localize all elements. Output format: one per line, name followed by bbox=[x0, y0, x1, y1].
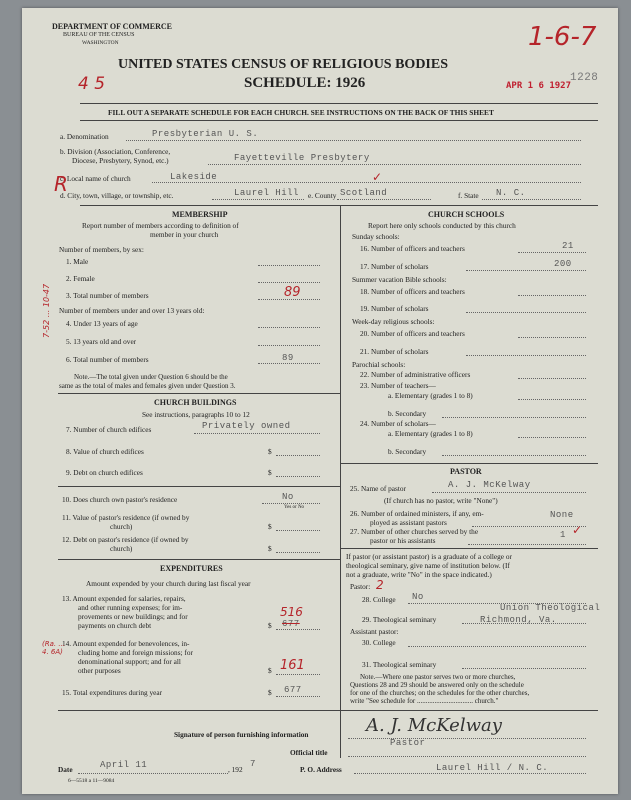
q18-line bbox=[518, 295, 586, 296]
q12-dollar: $ bbox=[268, 544, 272, 553]
official-title-label: Official title bbox=[290, 748, 328, 757]
q15-value[interactable]: 677 bbox=[284, 685, 302, 695]
q24b-line bbox=[442, 455, 586, 456]
q11-dollar: $ bbox=[268, 522, 272, 531]
received-date-stamp: APR 1 6 1927 bbox=[506, 81, 572, 91]
q29-label: 29. Theological seminary bbox=[362, 615, 437, 624]
pastor-subhead: Pastor: bbox=[350, 582, 371, 591]
q15-line bbox=[276, 696, 320, 697]
denomination-value[interactable]: Presbyterian U. S. bbox=[152, 129, 259, 139]
q16-label: 16. Number of officers and teachers bbox=[360, 244, 465, 253]
handwritten-number: 4 5 bbox=[78, 74, 106, 94]
division-label: b. Division (Association, Conference, bbox=[60, 147, 171, 156]
official-title-line bbox=[348, 756, 586, 757]
signature-value[interactable]: A. J. McKelway bbox=[366, 715, 502, 736]
q23-label: 23. Number of teachers— bbox=[360, 381, 436, 390]
department-name: DEPARTMENT OF COMMERCE bbox=[52, 22, 173, 31]
q23b-line bbox=[442, 417, 586, 418]
denomination-label: a. Denomination bbox=[60, 132, 109, 141]
pastor-note: Note.—Where one pastor serves two or more churches, bbox=[360, 673, 516, 681]
q22-label: 22. Number of administrative officers bbox=[360, 370, 471, 379]
q14-label-4: other purposes bbox=[78, 666, 121, 675]
q26-label-2: ployed as assistant pastors bbox=[370, 518, 447, 527]
membership-note: Note.—The total given under Question 6 should be the bbox=[74, 373, 228, 381]
q18-label: 18. Number of officers and teachers bbox=[360, 287, 465, 296]
q8-line bbox=[276, 455, 320, 456]
form-title: UNITED STATES CENSUS OF RELIGIOUS BODIES bbox=[118, 57, 449, 72]
expenditures-margin-note: (Ra. ... 4. 6A) bbox=[42, 640, 66, 656]
q27-label: 27. Number of other churches served by the bbox=[350, 527, 479, 536]
handwritten-code: 1-6-7 bbox=[528, 22, 597, 52]
q2-female-label: 2. Female bbox=[66, 274, 95, 283]
q16-value[interactable]: 21 bbox=[562, 241, 574, 251]
by-sex-label: Number of members, by sex: bbox=[59, 245, 144, 254]
membership-note-2: same as the total of males and females given under Question 3. bbox=[59, 382, 236, 390]
footer-rule bbox=[58, 710, 598, 711]
q12-line bbox=[276, 552, 320, 553]
form-number: 6—5518 a 11—9084 bbox=[68, 778, 115, 784]
q17-line bbox=[466, 270, 586, 271]
q10-label: 10. Does church own pastor's residence bbox=[62, 495, 178, 504]
expenditures-intro: Amount expended by your church during last fiscal year bbox=[86, 579, 251, 588]
county-value[interactable]: Scotland bbox=[340, 188, 388, 198]
q27-label-2: pastor or his assistants bbox=[370, 536, 436, 545]
county-line bbox=[337, 199, 431, 200]
assistant-subhead: Assistant pastor: bbox=[350, 627, 399, 636]
local-name-label: c. Local name of church bbox=[60, 174, 131, 183]
q13-label: 13. Amount expended for salaries, repairs, bbox=[62, 594, 186, 603]
q5-label: 5. 13 years old and over bbox=[66, 337, 137, 346]
q14-dollar: $ bbox=[268, 666, 272, 675]
q13-label-3: provements or new buildings; and for bbox=[78, 612, 188, 621]
q20-line bbox=[518, 337, 586, 338]
header-rule-bottom bbox=[80, 120, 598, 121]
check-mark: ✓ bbox=[372, 170, 383, 184]
q14-label: 14. Amount expended for benevolences, in- bbox=[62, 639, 190, 648]
q13-label-2: and other running expenses; for im- bbox=[78, 603, 183, 612]
q13-label-4: payments on church debt bbox=[78, 621, 152, 630]
sunday-label: Sunday schools: bbox=[352, 232, 400, 241]
q27-value[interactable]: 1 bbox=[560, 530, 566, 540]
pastor-mark: 2 bbox=[376, 578, 384, 592]
weekday-label: Week-day religious schools: bbox=[352, 317, 435, 326]
local-name-value[interactable]: Lakeside bbox=[170, 172, 218, 182]
pastor-note-4: write "See schedule for ................................ church." bbox=[350, 697, 499, 705]
q27-line bbox=[468, 544, 586, 545]
q6-line bbox=[258, 363, 320, 364]
buildings-intro: See instructions, paragraphs 10 to 12 bbox=[142, 410, 250, 419]
q24-label: 24. Number of scholars— bbox=[360, 419, 436, 428]
schools-intro: Report here only schools conducted by this church bbox=[368, 221, 516, 230]
q17-value[interactable]: 200 bbox=[554, 259, 572, 269]
q9-line bbox=[276, 476, 320, 477]
pastor-note-3: for one of the churches; on the schedules for the other churches, bbox=[350, 689, 530, 697]
column-divider bbox=[340, 205, 341, 758]
local-name-line bbox=[152, 182, 581, 183]
grad-instruction-2: theological seminary, give name of institution below. (If bbox=[346, 561, 510, 570]
header-rule-top bbox=[80, 103, 598, 104]
margin-r-mark: R bbox=[54, 172, 68, 196]
q16-line bbox=[518, 252, 586, 253]
q9-dollar: $ bbox=[268, 468, 272, 477]
q7-line bbox=[194, 433, 320, 434]
q6-label: 6. Total number of members bbox=[66, 355, 149, 364]
q24a-line bbox=[518, 437, 586, 438]
year-digit[interactable]: 7 bbox=[250, 759, 256, 769]
q22-line bbox=[518, 378, 586, 379]
q25-label: 25. Name of pastor bbox=[350, 484, 406, 493]
q19-label: 19. Number of scholars bbox=[360, 304, 429, 313]
summer-label: Summer vacation Bible schools: bbox=[352, 275, 447, 284]
date-value[interactable]: April 11 bbox=[100, 760, 148, 770]
q9-label: 9. Debt on church edifices bbox=[66, 468, 143, 477]
serial-number-stamp: 1228 bbox=[570, 72, 599, 84]
q21-line bbox=[466, 355, 586, 356]
city-line bbox=[212, 199, 304, 200]
division-line bbox=[208, 164, 581, 165]
q2-line bbox=[258, 282, 320, 283]
q5-line bbox=[258, 345, 320, 346]
q17-label: 17. Number of scholars bbox=[360, 262, 429, 271]
q12-label: 12. Debt on pastor's residence (if owned by bbox=[62, 535, 189, 544]
expenditures-rule bbox=[58, 559, 340, 560]
grad-instruction: If pastor (or assistant pastor) is a graduate of a college or bbox=[346, 552, 512, 561]
q25-note: (If church has no pastor, write "None") bbox=[384, 496, 498, 505]
q15-dollar: $ bbox=[268, 688, 272, 697]
state-label: f. State bbox=[458, 191, 479, 200]
q29-value-2[interactable]: Richmond, Va. bbox=[480, 615, 557, 625]
q28-label: 28. College bbox=[362, 595, 396, 604]
pastor-note-2: Questions 28 and 29 should be answered only on the schedule bbox=[350, 681, 524, 689]
q11-line bbox=[276, 530, 320, 531]
age-intro-label: Number of members under and over 13 years old: bbox=[59, 306, 205, 315]
q30-label: 30. College bbox=[362, 638, 396, 647]
q30-line bbox=[408, 646, 586, 647]
po-address-line bbox=[354, 773, 586, 774]
q1-male-label: 1. Male bbox=[66, 257, 89, 266]
margin-note: 7-52 ... 10-47 bbox=[42, 283, 51, 338]
q4-label: 4. Under 13 years of age bbox=[66, 319, 138, 328]
date-label: Date bbox=[58, 765, 73, 774]
census-schedule-sheet bbox=[22, 8, 618, 794]
q7-value[interactable]: Privately owned bbox=[202, 421, 291, 431]
state-line bbox=[482, 199, 581, 200]
signature-label: Signature of person furnishing information bbox=[174, 730, 309, 739]
membership-intro: Report number of members according to definition of bbox=[82, 221, 239, 230]
q8-dollar: $ bbox=[268, 447, 272, 456]
pastor-title: PASTOR bbox=[450, 467, 482, 476]
buildings-rule bbox=[58, 393, 340, 394]
pastor-rule bbox=[340, 463, 598, 464]
q3-total-label: 3. Total number of members bbox=[66, 291, 149, 300]
year-prefix: , 192 bbox=[228, 765, 243, 774]
po-address-value[interactable]: Laurel Hill / N. C. bbox=[436, 763, 549, 773]
q28-value[interactable]: No bbox=[412, 592, 424, 602]
q23a-label: a. Elementary (grades 1 to 8) bbox=[388, 391, 473, 400]
q26-label: 26. Number of ordained ministers, if any, em- bbox=[350, 509, 484, 518]
q11-label-2: church) bbox=[110, 522, 133, 531]
denomination-line bbox=[126, 140, 581, 141]
q26-line bbox=[472, 526, 586, 527]
q10-value[interactable]: No bbox=[282, 492, 294, 502]
grad-rule bbox=[340, 548, 598, 549]
q21-label: 21. Number of scholars bbox=[360, 347, 429, 356]
q13-line bbox=[276, 629, 320, 630]
q8-label: 8. Value of church edifices bbox=[66, 447, 144, 456]
q15-label: 15. Total expenditures during year bbox=[62, 688, 163, 697]
signature-line bbox=[348, 738, 586, 739]
schedule-year: SCHEDULE: 1926 bbox=[244, 75, 366, 91]
q12-label-2: church) bbox=[110, 544, 133, 553]
q24b-label: b. Secondary bbox=[388, 447, 427, 456]
grad-instruction-3: not a graduate, write "No" in the space indicated.) bbox=[346, 570, 492, 579]
expenditures-title: EXPENDITURES bbox=[160, 564, 223, 573]
q6-value[interactable]: 89 bbox=[282, 353, 294, 363]
q31-label: 31. Theological seminary bbox=[362, 660, 437, 669]
official-title-value[interactable]: Pastor bbox=[390, 738, 426, 748]
q20-label: 20. Number of officers and teachers bbox=[360, 329, 465, 338]
po-address-label: P. O. Address bbox=[300, 765, 342, 774]
q14-label-2: cluding home and foreign missions; for bbox=[78, 648, 193, 657]
q19-line bbox=[466, 312, 586, 313]
bureau-name: BUREAU OF THE CENSUS bbox=[63, 32, 135, 38]
q13-dollar: $ bbox=[268, 621, 272, 630]
q24a-label: a. Elementary (grades 1 to 8) bbox=[388, 429, 473, 438]
city-value[interactable]: Laurel Hill bbox=[234, 188, 299, 198]
q13-value[interactable]: 516 bbox=[280, 605, 303, 619]
division-label-2: Diocese, Presbytery, Synod, etc.) bbox=[72, 156, 169, 165]
q7-label: 7. Number of church edifices bbox=[66, 425, 152, 434]
parochial-label: Parochial schools: bbox=[352, 360, 406, 369]
bureau-city: WASHINGTON bbox=[82, 40, 119, 46]
q4-line bbox=[258, 327, 320, 328]
division-value[interactable]: Fayetteville Presbytery bbox=[234, 153, 370, 163]
q1-line bbox=[258, 265, 320, 266]
q25-line bbox=[432, 492, 586, 493]
membership-intro-2: member in your church bbox=[150, 230, 219, 239]
yes-or-no-hint: Yes or No bbox=[284, 505, 305, 510]
q14-value[interactable]: 161 bbox=[280, 658, 305, 673]
buildings-title: CHURCH BUILDINGS bbox=[154, 398, 237, 407]
q25-value[interactable]: A. J. McKelway bbox=[448, 480, 531, 490]
check-mark-2: ✓ bbox=[572, 523, 583, 537]
q11-label: 11. Value of pastor's residence (if owned by bbox=[62, 513, 190, 522]
membership-title: MEMBERSHIP bbox=[172, 210, 228, 219]
q13-struck-value: 677 bbox=[282, 619, 300, 629]
q10-line bbox=[262, 503, 320, 504]
q3-value[interactable]: 89 bbox=[284, 285, 301, 300]
q14-line bbox=[276, 674, 320, 675]
instruction-banner: FILL OUT A SEPARATE SCHEDULE FOR EACH CHURCH. SEE INSTRUCTIONS ON THE BACK OF THIS SHEET bbox=[108, 108, 494, 117]
q14-label-3: denominational support; and for all bbox=[78, 657, 181, 666]
residence-rule bbox=[58, 486, 340, 487]
q31-line bbox=[462, 668, 586, 669]
q26-value[interactable]: None bbox=[550, 510, 574, 520]
q29-value-1[interactable]: Union Theological bbox=[500, 603, 601, 613]
date-line bbox=[78, 773, 228, 774]
schools-title: CHURCH SCHOOLS bbox=[428, 210, 505, 219]
state-value[interactable]: N. C. bbox=[496, 188, 526, 198]
q23b-label: b. Secondary bbox=[388, 409, 427, 418]
county-label: e. County bbox=[308, 191, 337, 200]
section-rule bbox=[80, 205, 598, 206]
city-label: d. City, town, village, or township, etc. bbox=[60, 191, 174, 200]
q23a-line bbox=[518, 399, 586, 400]
